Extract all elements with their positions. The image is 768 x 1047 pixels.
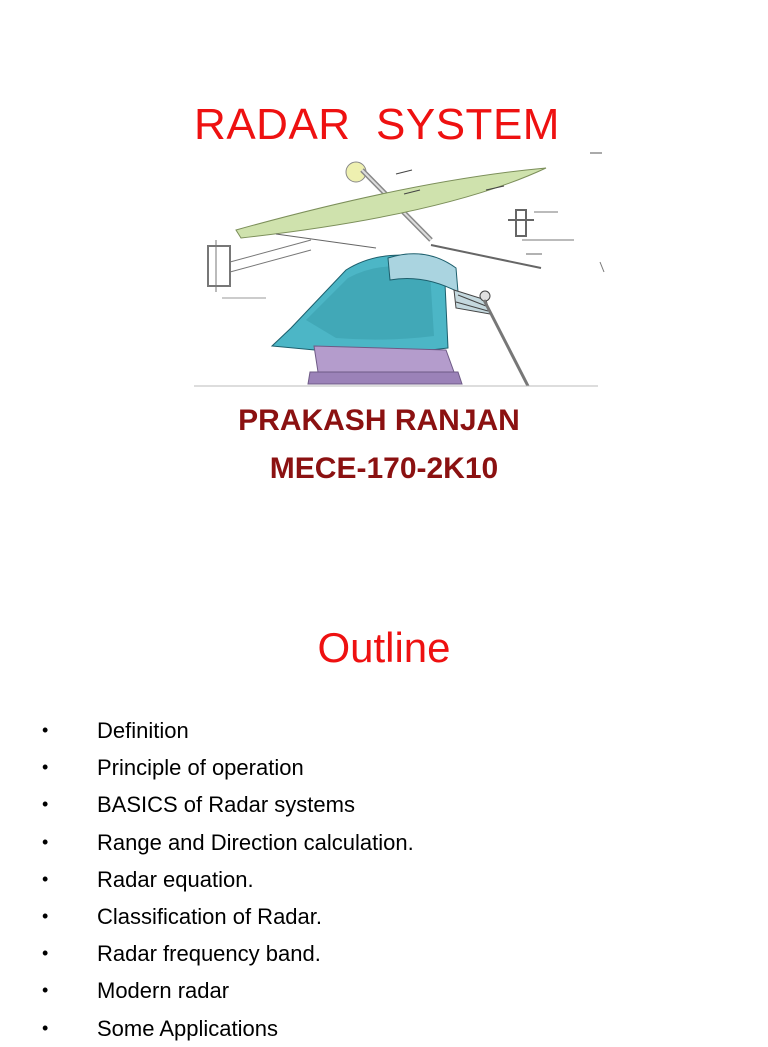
bullet-icon: •: [42, 943, 49, 964]
list-item: [0, 935, 768, 972]
list-item: [0, 749, 768, 786]
list-item-text: Definition: [97, 718, 189, 743]
list-item: [0, 712, 768, 749]
list-item-text: Radar frequency band.: [97, 941, 321, 967]
author-name: PRAKASH RANJAN: [238, 404, 520, 437]
list-item-text: Classification of Radar.: [97, 903, 322, 929]
list-item: [0, 786, 768, 823]
list-item-text: Modern radar: [97, 978, 230, 1004]
bullet-icon: •: [42, 794, 49, 815]
list-item-text: Principle of operation: [97, 755, 304, 781]
bullet-icon: •: [42, 757, 49, 778]
author-id: MECE-170-2K10: [269, 452, 499, 485]
list-item: [0, 861, 768, 898]
list-item: [0, 972, 768, 1009]
bullet-icon: •: [42, 720, 49, 740]
outline-list: [0, 712, 768, 1047]
list-item-text: Some Applications: [97, 1015, 278, 1041]
radar-dish-illustration-icon: [186, 150, 606, 390]
outline-title: Outline: [317, 624, 451, 671]
slide-title: RADAR SYSTEM: [194, 100, 560, 149]
list-item: [0, 898, 768, 935]
bullet-icon: •: [42, 868, 49, 889]
bullet-icon: •: [42, 980, 49, 1001]
list-item: [0, 824, 768, 861]
list-item-text: Radar equation.: [97, 866, 254, 892]
bullet-icon: •: [42, 905, 49, 926]
bullet-icon: •: [42, 831, 49, 852]
list-item-text: Range and Direction calculation.: [97, 829, 414, 855]
list-item: [0, 1010, 768, 1047]
bullet-icon: •: [42, 1017, 49, 1038]
list-item-text: BASICS of Radar systems: [97, 792, 355, 818]
